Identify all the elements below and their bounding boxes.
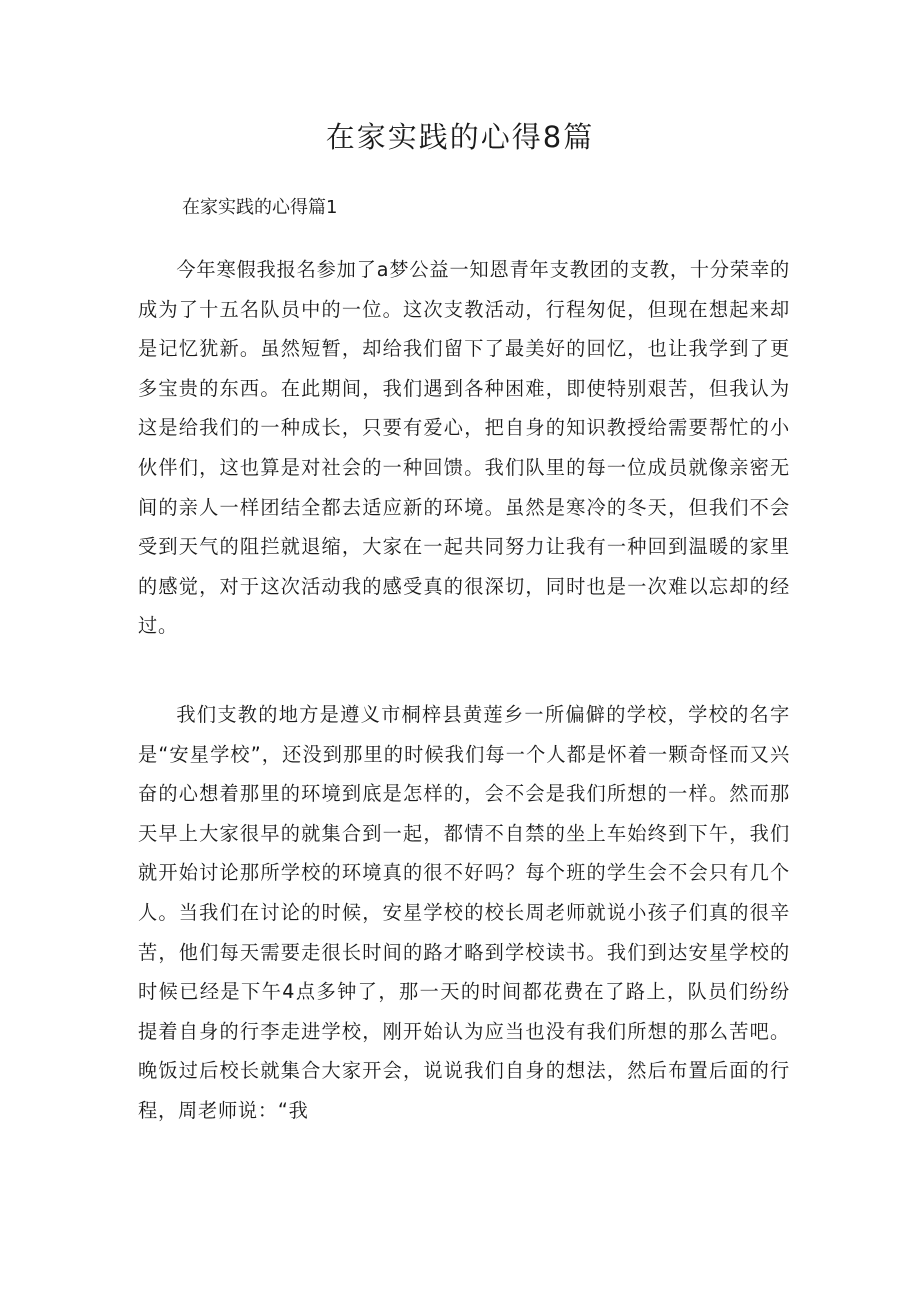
section-heading: 在家实践的心得篇1 [182, 197, 338, 218]
document-title: 在家实践的心得8篇 [325, 120, 595, 154]
body-paragraph-2: 我们支教的地方是遵义市桐梓县黄莲乡一所偏僻的学校，学校的名字是“安星学校”，还没到那里的时候我们每一个人都是怀着一颗奇怪而又兴奋的心想着那里的环境到底是怎样的，会不会是我们所想的一样。然而那天早上大家很早的就集合到一起，都情不自禁的坐上车始终到下午，我们就开始讨论那所学校的环境真的很不好吗？每个班的学生会不会只有几个人。当我们在讨论的时候，安星学校的校长周老师就说小孩子们真的很辛苦，他们每天需要走很长时间的路才略到学校读书。我们到达安星学校的时候已经是下午4点多钟了，那一天的时间都花费在了路上，队员们纷纷提着自身的行李走进学校，刚开始认为应当也没有我们所想的那么苦吧。晚饭过后校长就集合大家开会，说说我们自身的想法，然后布置后面的行程，周老师说：“我 [138, 703, 790, 1122]
body-paragraph-1: 今年寒假我报名参加了a梦公益一知恩青年支教团的支教，十分荣幸的成为了十五名队员中的一位。这次支教活动，行程匆促，但现在想起来却是记忆犹新。虽然短暂，却给我们留下了最美好的回忆，也让我学到了更多宝贵的东西。在此期间，我们遇到各种困难，即使特别艰苦，但我认为这是给我们的一种成长，只要有爱心，把自身的知识教授给需要帮忙的小伙伴们，这也算是对社会的一种回馈。我们队里的每一位成员就像亲密无间的亲人一样团结全都去适应新的环境。虽然是寒冷的冬天，但我们不会受到天气的阻拦就退缩，大家在一起共同努力让我有一种回到温暖的家里的感觉，对于这次活动我的感受真的很深切，同时也是一次难以忘却的经过。 [138, 258, 790, 638]
